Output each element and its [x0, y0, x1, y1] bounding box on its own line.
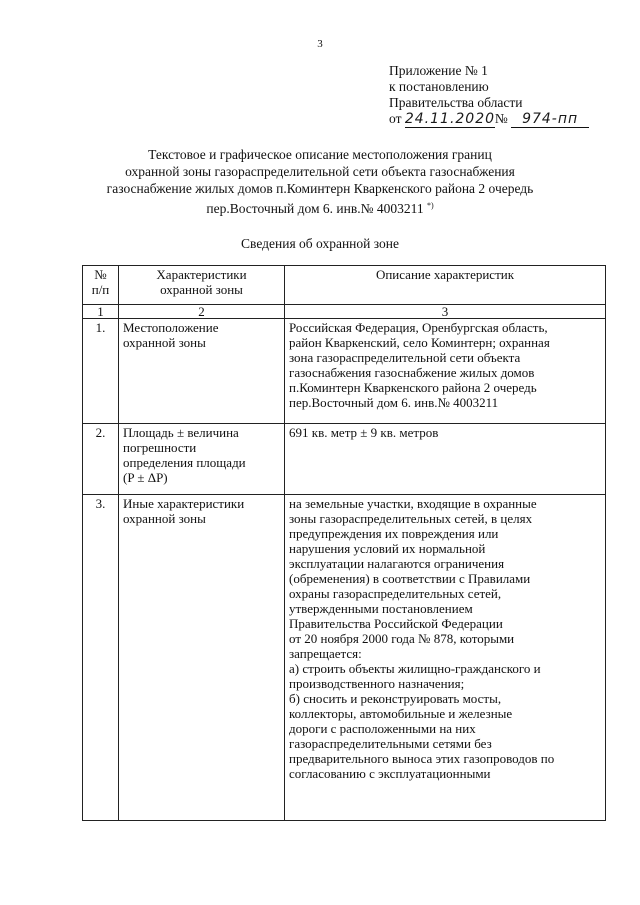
cell-line: (обременения) в соответствии с Правилами — [289, 571, 531, 586]
header-char-line1: Характеристики — [156, 267, 247, 282]
appendix-line-1: Приложение № 1 — [389, 63, 488, 78]
header-char-line2: охранной зоны — [160, 282, 243, 297]
row-characteristic — [119, 424, 285, 495]
row-characteristic — [119, 319, 285, 424]
handwritten-number: 974-пп — [511, 111, 589, 128]
cell-line: охранной зоны — [123, 335, 206, 350]
cell-line: производственного назначения; — [289, 676, 465, 691]
table-row — [83, 495, 606, 821]
cell-line: предупреждения их повреждения или — [289, 526, 499, 541]
appendix-date-line — [389, 111, 624, 128]
header-characteristics — [119, 266, 285, 305]
cell-line: предварительного выноса этих газопроводов по — [289, 751, 555, 766]
column-number: 3 — [285, 305, 606, 319]
cell-line: охранной зоны — [123, 511, 206, 526]
header-description — [285, 266, 606, 305]
document-title — [80, 146, 560, 217]
title-line-2: охранной зоны газораспределительной сети объекта газоснабжения — [125, 164, 515, 179]
row-number: 2. — [83, 424, 119, 495]
cell-line: запрещается: — [289, 646, 362, 661]
title-line-3: газоснабжение жилых домов п.Коминтерн Кваркенского района 2 очередь — [106, 181, 534, 196]
cell-line: нарушения условий их нормальной — [289, 541, 486, 556]
row-number: 3. — [83, 495, 119, 821]
cell-line: дороги с расположенными на них — [289, 721, 476, 736]
cell-line: газоснабжения газоснабжение жилых домов — [289, 365, 535, 380]
header-desc-line1: Описание характеристик — [375, 267, 515, 282]
cell-line: зона газораспределительной сети объекта — [289, 350, 521, 365]
cell-line: 691 кв. метр ± 9 кв. метров — [289, 425, 439, 440]
row-description — [285, 424, 606, 495]
cell-line: эксплуатации налагаются ограничения — [289, 556, 505, 571]
title-line-4 — [80, 197, 560, 217]
page-number: 3 — [317, 38, 323, 50]
cell-line: согласованию с эксплуатационными — [289, 766, 491, 781]
cell-line: Правительства Российской Федерации — [289, 616, 503, 631]
column-number-row — [83, 305, 606, 319]
appendix-block — [389, 63, 624, 128]
appendix-line-2: к постановлению — [389, 79, 489, 94]
from-label: от — [389, 111, 402, 126]
header-num — [83, 266, 119, 305]
title-line-1: Текстовое и графическое описание местоположения границ — [148, 147, 492, 162]
footnote-mark: *) — [426, 201, 434, 210]
cell-line: на земельные участки, входящие в охранные — [289, 496, 537, 511]
cell-line: а) строить объекты жилищно-гражданского и — [289, 661, 541, 676]
cell-line: Площадь ± величина — [123, 425, 239, 440]
cell-line: Иные характеристики — [123, 496, 245, 511]
cell-line: от 20 ноября 2000 года № 878, которыми — [289, 631, 515, 646]
table-row — [83, 424, 606, 495]
appendix-line-3: Правительства области — [389, 95, 523, 110]
row-description — [285, 495, 606, 821]
cell-line: газораспределительными сетями без — [289, 736, 492, 751]
cell-line: Российская Федерация, Оренбургская область, — [289, 320, 548, 335]
cell-line: (P ± ΔP) — [123, 470, 168, 485]
column-number: 2 — [119, 305, 285, 319]
cell-line: п.Коминтерн Кваркенского района 2 очередь — [289, 380, 537, 395]
cell-line: определения площади — [123, 455, 246, 470]
cell-line: зоны газораспределительных сетей, в целях — [289, 511, 533, 526]
row-characteristic — [119, 495, 285, 821]
cell-line: коллекторы, автомобильные и железные — [289, 706, 513, 721]
title-line-4-text: пер.Восточный дом 6. инв.№ 4003211 — [206, 201, 424, 216]
cell-line: утвержденными постановлением — [289, 601, 473, 616]
cell-line: б) сносить и реконструировать мосты, — [289, 691, 502, 706]
cell-line: район Кваркенский, село Коминтерн; охранная — [289, 335, 550, 350]
cell-line: охраны газораспределительных сетей, — [289, 586, 502, 601]
column-number: 1 — [83, 305, 119, 319]
section-subtitle: Сведения об охранной зоне — [241, 236, 399, 251]
cell-line: погрешности — [123, 440, 197, 455]
header-num-line2: п/п — [91, 282, 110, 297]
handwritten-date: 24.11.2020 — [404, 111, 496, 127]
table-row — [83, 319, 606, 424]
header-num-line1: № — [94, 267, 107, 282]
row-number: 1. — [83, 319, 119, 424]
cell-line: Местоположение — [123, 320, 219, 335]
protection-zone-table — [82, 265, 606, 821]
table-header-row — [83, 266, 606, 305]
cell-line: пер.Восточный дом 6. инв.№ 4003211 — [289, 395, 499, 410]
number-label: № — [494, 111, 508, 126]
row-description — [285, 319, 606, 424]
